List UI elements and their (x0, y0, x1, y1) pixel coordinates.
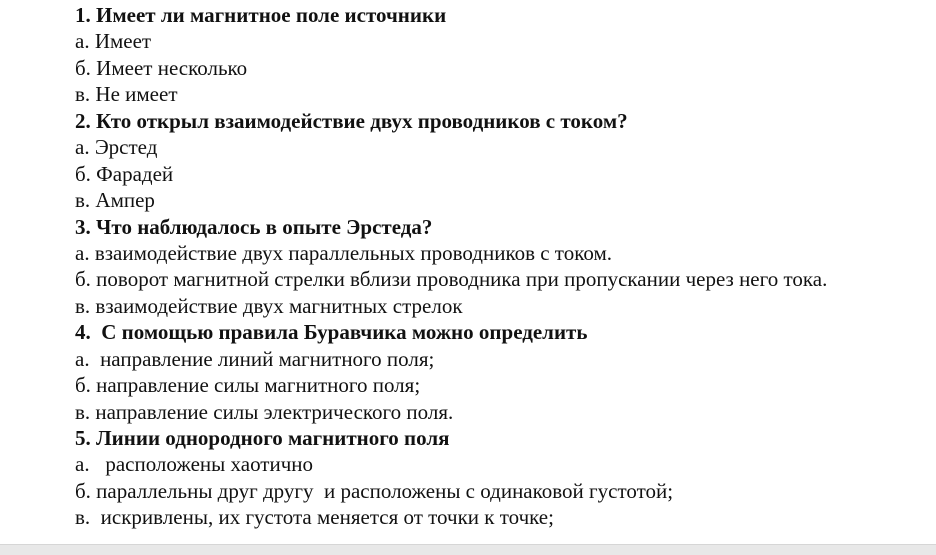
question-4-option-b: б. направление силы магнитного поля; (75, 373, 421, 398)
question-3-title: 3. Что наблюдалось в опыте Эрстеда? (75, 214, 433, 239)
question-3-option-a: а. взаимодействие двух параллельных проводников с током. (75, 240, 612, 265)
question-4-option-c: в. направление силы электрического поля. (75, 399, 454, 424)
quiz-document (75, 2, 936, 531)
question-5-option-b: б. параллельны друг другу и расположены с одинаковой густотой; (75, 478, 674, 503)
question-5-option-c: в. искривлены, их густота меняется от точки к точке; (75, 505, 554, 530)
question-1-option-b: б. Имеет несколько (75, 55, 248, 80)
bottom-scroll-bar (0, 544, 936, 555)
question-3-option-b: б. поворот магнитной стрелки вблизи проводника при пропускании через него тока. (75, 267, 828, 292)
question-3-option-c: в. взаимодействие двух магнитных стрелок (75, 293, 463, 318)
question-1-title: 1. Имеет ли магнитное поле источники (75, 3, 447, 27)
question-1-option-a: а. Имеет (75, 29, 152, 54)
question-2-title: 2. Кто открыл взаимодействие двух проводников с током? (75, 108, 628, 133)
question-4-title: 4. С помощью правила Буравчика можно определить (75, 320, 588, 345)
question-2-option-a: а. Эрстед (75, 135, 158, 160)
question-5-title: 5. Линии однородного магнитного поля (75, 426, 450, 450)
question-2-option-b: б. Фарадей (75, 161, 174, 186)
question-4-option-a: а. направление линий магнитного поля; (75, 346, 435, 371)
question-5-option-a: а. расположены хаотично (75, 452, 314, 477)
question-1-option-c: в. Не имеет (75, 82, 178, 107)
question-2-option-c: в. Ампер (75, 188, 155, 213)
